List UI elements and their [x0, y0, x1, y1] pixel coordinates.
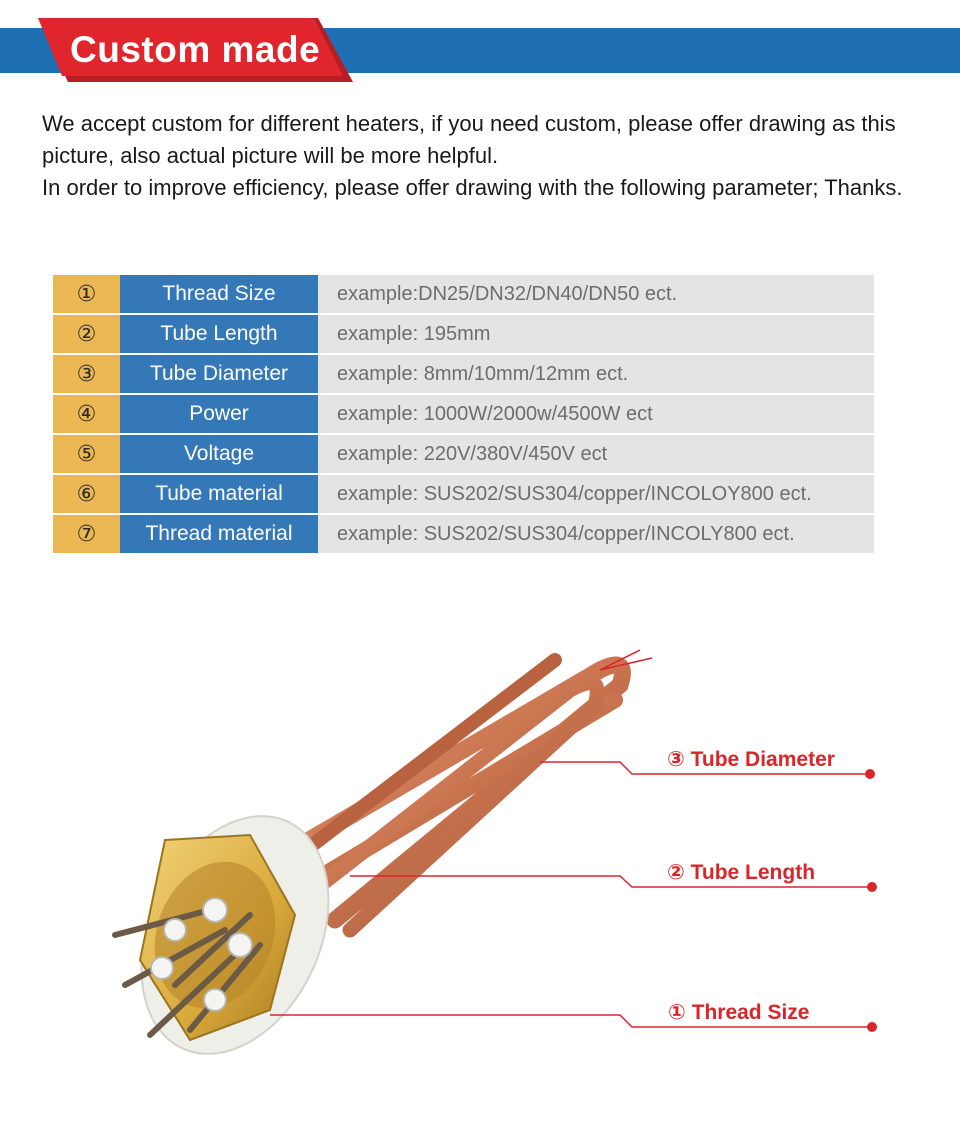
row-number: ⑤ [53, 435, 120, 473]
row-number: ③ [53, 355, 120, 393]
table-row [53, 275, 874, 313]
parameter-name: Tube Length [120, 315, 318, 353]
row-number: ⑥ [53, 475, 120, 513]
table-row [53, 315, 874, 353]
callout-tube-diameter: ③ Tube Diameter [667, 748, 835, 771]
parameter-table [53, 275, 874, 555]
row-number: ⑦ [53, 515, 120, 553]
row-number: ① [53, 275, 120, 313]
table-row [53, 395, 874, 433]
parameter-example: example: 8mm/10mm/12mm ect. [318, 355, 874, 393]
parameter-example: example: 195mm [318, 315, 874, 353]
page-title: Custom made [70, 29, 321, 70]
parameter-example: example: SUS202/SUS304/copper/INCOLY800 ect. [318, 515, 874, 553]
parameter-name: Power [120, 395, 318, 433]
parameter-example: example: SUS202/SUS304/copper/INCOLOY800 ect. [318, 475, 874, 513]
parameter-example: example: 1000W/2000w/4500W ect [318, 395, 874, 433]
intro-text [42, 108, 932, 204]
callout-tube-length: ② Tube Length [667, 861, 816, 884]
table-row [53, 435, 874, 473]
row-number: ② [53, 315, 120, 353]
table-row [53, 355, 874, 393]
callout-thread-size: ① Thread Size [668, 1001, 810, 1024]
table-row [53, 475, 874, 513]
row-number: ④ [53, 395, 120, 433]
intro-line-2: In order to improve efficiency, please offer drawing with the following parameter; Thanks. [42, 175, 903, 200]
parameter-name: Voltage [120, 435, 318, 473]
parameter-name: Thread material [120, 515, 318, 553]
table-row [53, 515, 874, 553]
parameter-example: example: 220V/380V/450V ect [318, 435, 874, 473]
intro-line-1: We accept custom for different heaters, if you need custom, please offer drawing as this picture, also actual picture will be more helpful. [42, 111, 896, 168]
parameter-name: Tube material [120, 475, 318, 513]
parameter-name: Tube Diameter [120, 355, 318, 393]
parameter-name: Thread Size [120, 275, 318, 313]
heater-product-image [100, 630, 680, 1060]
parameter-example: example:DN25/DN32/DN40/DN50 ect. [318, 275, 874, 313]
